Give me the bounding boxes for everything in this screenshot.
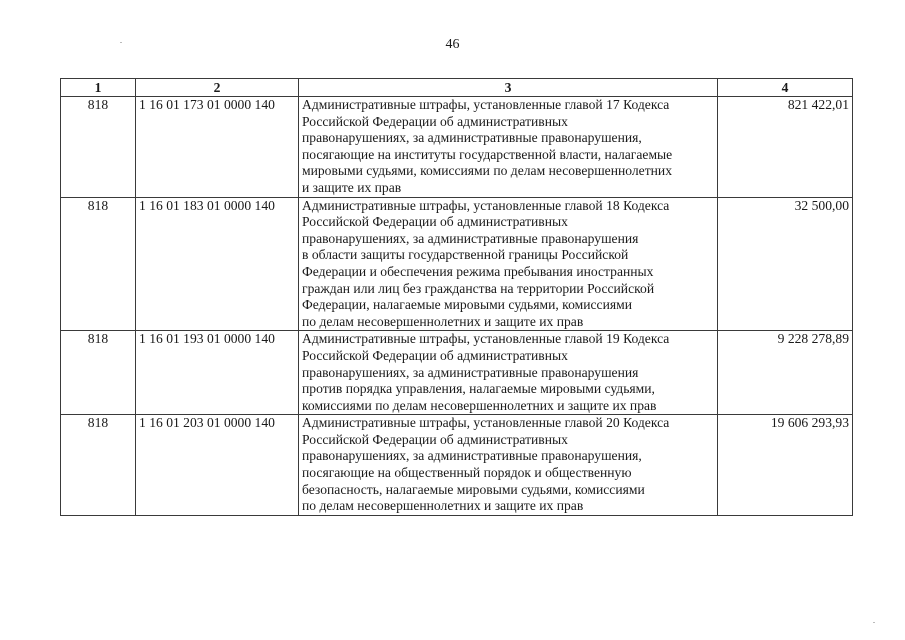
description-line: правонарушениях, за административные правонарушения bbox=[302, 364, 639, 380]
row-amount: 9 228 278,89 bbox=[718, 331, 853, 415]
description-line: Российской Федерации об административных bbox=[302, 113, 568, 129]
description-line: по делам несовершеннолетних и защите их прав bbox=[302, 313, 584, 329]
row-col1: 818 bbox=[61, 97, 136, 198]
description-line: Российской Федерации об административных bbox=[302, 347, 568, 363]
description-line: Административные штрафы, установленные главой 18 Кодекса bbox=[302, 197, 670, 213]
table-header-row bbox=[61, 79, 853, 97]
description-line: правонарушениях, за административные правонарушения, bbox=[302, 448, 642, 464]
row-col1: 818 bbox=[61, 331, 136, 415]
scan-speck bbox=[120, 42, 122, 43]
row-code: 1 16 01 193 01 0000 140 bbox=[136, 331, 299, 415]
row-amount: 32 500,00 bbox=[718, 197, 853, 331]
page-number: 46 bbox=[445, 37, 460, 52]
description-line: посягающие на институты государственной власти, налагаемые bbox=[302, 146, 673, 162]
row-col1: 818 bbox=[61, 197, 136, 331]
description-line: Федерации и обеспечения режима пребывания иностранных bbox=[302, 263, 654, 279]
row-description bbox=[299, 197, 718, 331]
scan-speck bbox=[873, 622, 875, 623]
header-col-3: 3 bbox=[299, 79, 718, 97]
row-amount: 821 422,01 bbox=[718, 97, 853, 198]
description-line: безопасность, налагаемые мировыми судьями, комиссиями bbox=[302, 481, 645, 497]
description-line: Административные штрафы, установленные главой 20 Кодекса bbox=[302, 415, 670, 431]
header-col-2: 2 bbox=[136, 79, 299, 97]
row-description bbox=[299, 97, 718, 198]
description-line: Административные штрафы, установленные главой 17 Кодекса bbox=[302, 97, 670, 112]
description-line: Федерации, налагаемые мировыми судьями, комиссиями bbox=[302, 297, 632, 313]
table-row bbox=[61, 415, 853, 516]
row-amount: 19 606 293,93 bbox=[718, 415, 853, 516]
description-line: правонарушениях, за административные правонарушения bbox=[302, 230, 639, 246]
row-code: 1 16 01 203 01 0000 140 bbox=[136, 415, 299, 516]
description-line: посягающие на общественный порядок и общественную bbox=[302, 465, 632, 481]
row-description bbox=[299, 331, 718, 415]
header-col-1: 1 bbox=[61, 79, 136, 97]
table-row bbox=[61, 197, 853, 331]
row-code: 1 16 01 183 01 0000 140 bbox=[136, 197, 299, 331]
description-line: мировыми судьями, комиссиями по делам несовершеннолетних bbox=[302, 163, 672, 179]
table-row bbox=[61, 331, 853, 415]
description-line: граждан или лиц без гражданства на территории Российской bbox=[302, 280, 655, 296]
revenue-table bbox=[60, 78, 853, 516]
header-col-4: 4 bbox=[718, 79, 853, 97]
description-line: против порядка управления, налагаемые мировыми судьями, bbox=[302, 381, 655, 397]
row-code: 1 16 01 173 01 0000 140 bbox=[136, 97, 299, 198]
description-line: Российской Федерации об административных bbox=[302, 214, 568, 230]
description-line: в области защиты государственной границы Российской bbox=[302, 247, 629, 263]
table-row bbox=[61, 97, 853, 198]
description-line: Российской Федерации об административных bbox=[302, 431, 568, 447]
description-line: и защите их прав bbox=[302, 179, 402, 195]
description-line: по делам несовершеннолетних и защите их прав bbox=[302, 498, 584, 514]
description-line: комиссиями по делам несовершеннолетних и защите их прав bbox=[302, 397, 657, 413]
description-line: правонарушениях, за административные правонарушения, bbox=[302, 130, 642, 146]
row-col1: 818 bbox=[61, 415, 136, 516]
row-description bbox=[299, 415, 718, 516]
description-line: Административные штрафы, установленные главой 19 Кодекса bbox=[302, 331, 670, 347]
